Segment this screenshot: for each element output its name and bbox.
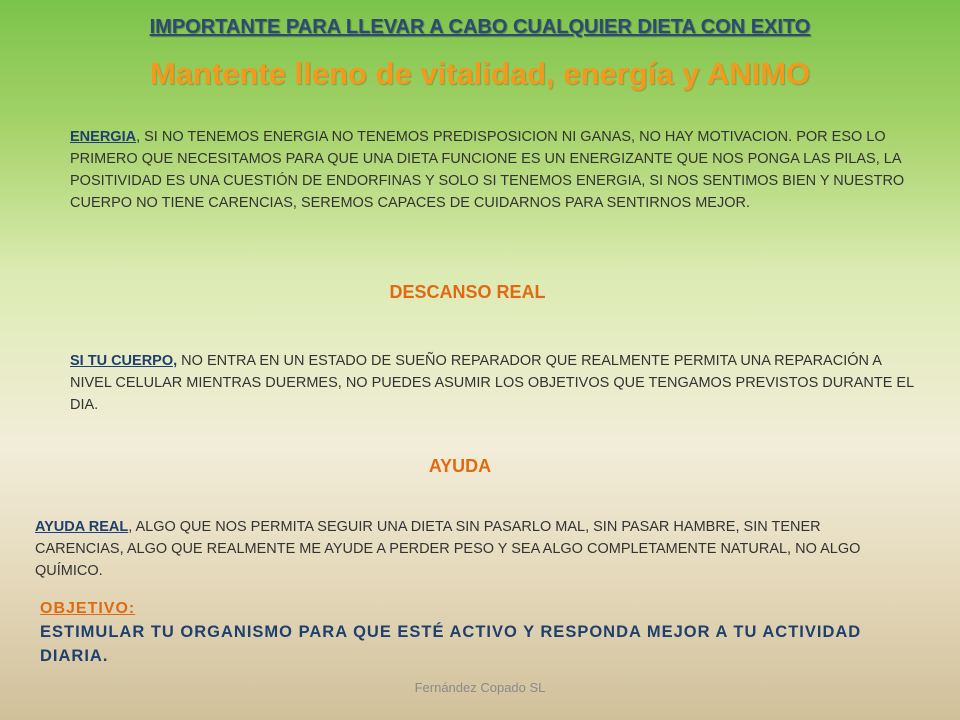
objective-text: ESTIMULAR TU ORGANISMO PARA QUE ESTÉ ACTIVO Y RESPONDA MEJOR A TU ACTIVIDAD DIARIA. [40, 623, 862, 665]
energia-lead: ENERGIA [70, 129, 137, 145]
energia-paragraph [70, 126, 915, 214]
objective-block [40, 600, 920, 668]
descanso-lead: SI TU CUERPO, [70, 353, 178, 369]
descanso-paragraph [70, 350, 915, 416]
ayuda-text: , ALGO QUE NOS PERMITA SEGUIR UNA DIETA SIN PASARLO MAL, SIN PASAR HAMBRE, SIN TENER CARENCIAS, ALGO QUE REALMENTE ME AYUDE A PERDER PESO Y SEA ALGO COMPLETAMENTE NATURAL, NO ALGO QUÍMICO. [35, 519, 861, 579]
page-title: IMPORTANTE PARA LLEVAR A CABO CUALQUIER DIETA CON EXITO [149, 16, 811, 38]
footer-text: Fernández Copado SL [414, 680, 546, 695]
descanso-heading: DESCANSO REAL [389, 282, 546, 302]
ayuda-lead: AYUDA REAL [35, 519, 129, 535]
ayuda-paragraph [35, 516, 895, 582]
ayuda-heading: AYUDA [428, 456, 492, 476]
energia-text: , SI NO TENEMOS ENERGIA NO TENEMOS PREDISPOSICION NI GANAS, NO HAY MOTIVACION. POR ESO LO PRIMERO QUE NECESITAMOS PARA QUE UNA DIETA FUNCIONE ES UN ENERGIZANTE QUE NOS PONGA LAS PILAS, LA POSITIVIDAD ES UNA CUESTIÓN DE ENDORFINAS Y SOLO SI TENEMOS ENERGIA, SI NOS SENTIMOS BIEN Y NUESTRO CUERPO NO TIENE CARENCIAS, SEREMOS CAPACES DE CUIDARNOS PARA SENTIRNOS MEJOR. [70, 129, 905, 211]
page-subtitle: Mantente lleno de vitalidad, energía y ANIMO [149, 56, 811, 91]
objective-label: OBJETIVO: [40, 600, 136, 617]
descanso-text: NO ENTRA EN UN ESTADO DE SUEÑO REPARADOR QUE REALMENTE PERMITA UNA REPARACIÓN A NIVEL CELULAR MIENTRAS DUERMES, NO PUEDES ASUMIR LOS OBJETIVOS QUE TENGAMOS PREVISTOS DURANTE EL DIA. [70, 353, 914, 413]
